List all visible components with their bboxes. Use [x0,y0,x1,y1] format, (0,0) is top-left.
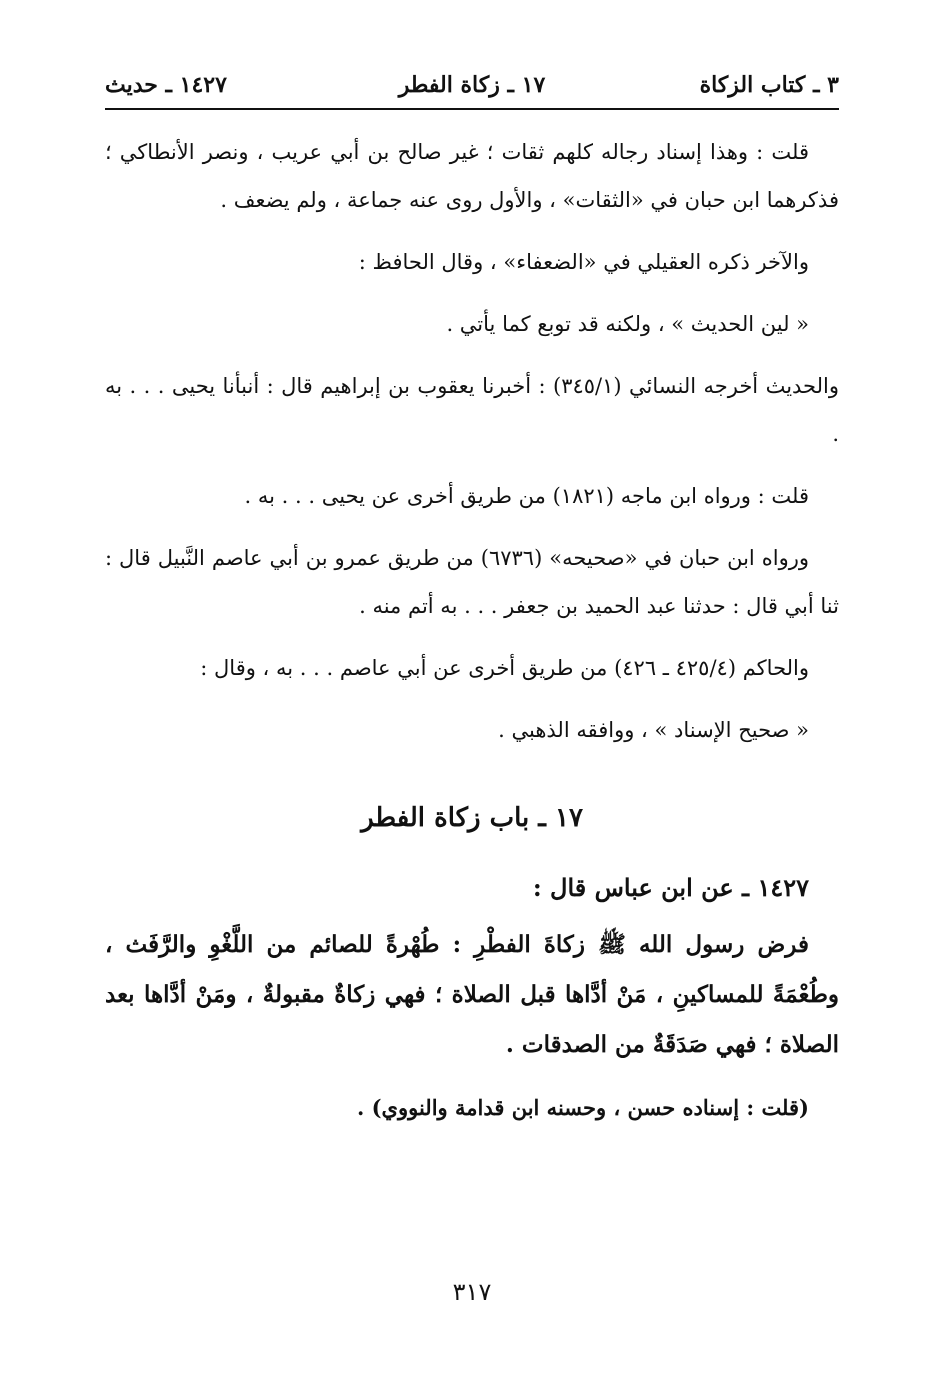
running-header [105,66,839,100]
header-chapter-title: ١٧ ـ زكاة الفطر [398,72,546,98]
paragraph-narrators-assessment: قلت : وهذا إسناد رجاله كلهم ثقات ؛ غير صالح بن أبي عريب ، ونصر الأنطاكي ؛ فذكرهما ابن حبان في «الثقات» ، والأول روى عنه جماعة ، ولم يضعف . [105,140,839,212]
chapter-title: ١٧ ـ باب زكاة الفطر [361,803,583,833]
paragraph-hakim: والحاكم (٤٢٥/٤ ـ ٤٢٦) من طريق أخرى عن أبي عاصم . . . به ، وقال : [200,656,809,680]
paragraph-dhahabi: « صحيح الإسناد » ، ووافقه الذهبي . [498,718,809,742]
header-divider [105,108,839,110]
paragraph-nasai: والحديث أخرجه النسائي (٣٤٥/١) : أخبرنا يعقوب بن إبراهيم قال : أنبأنا يحيى . . . به . [105,374,839,446]
hadith-heading: ١٤٢٧ ـ عن ابن عباس قال : [532,873,809,902]
hadith-grading-note: (قلت : إسناده حسن ، وحسنه ابن قدامة والنووي) . [356,1095,809,1120]
header-hadith-number: ١٤٢٧ ـ حديث [105,72,227,98]
paragraph-hafiz-quote: « لين الحديث » ، ولكنه قد توبع كما يأتي . [446,312,809,336]
header-book-title: ٣ ـ كتاب الزكاة [699,72,839,98]
paragraph-ibn-hibban: ورواه ابن حبان في «صحيحه» (٦٧٣٦) من طريق عمرو بن أبي عاصم النَّبيل قال : ثنا أبي قال : حدثنا عبد الحميد بن جعفر . . . به أتم منه . [105,546,839,618]
page-number: ٣١٧ [452,1278,492,1306]
paragraph-ibn-majah: قلت : ورواه ابن ماجه (١٨٢١) من طريق أخرى عن يحيى . . . به . [244,484,809,508]
paragraph-uqayli: والآخر ذكره العقيلي في «الضعفاء» ، وقال الحافظ : [358,250,809,274]
page-body [105,128,839,1132]
hadith-text: فرض رسول الله ﷺ زكاةَ الفطْرِ : طُهْرةً للصائم من اللَّغْوِ والرَّفَث ، وطُعْمَةً للمساكينِ ، مَنْ أدَّاها قبل الصلاة ؛ فهي زكاةٌ مقبولةٌ ، ومَنْ أدَّاها بعد الصلاة ؛ فهي صَدَقَةٌ من الصدقات . [105,931,839,1058]
